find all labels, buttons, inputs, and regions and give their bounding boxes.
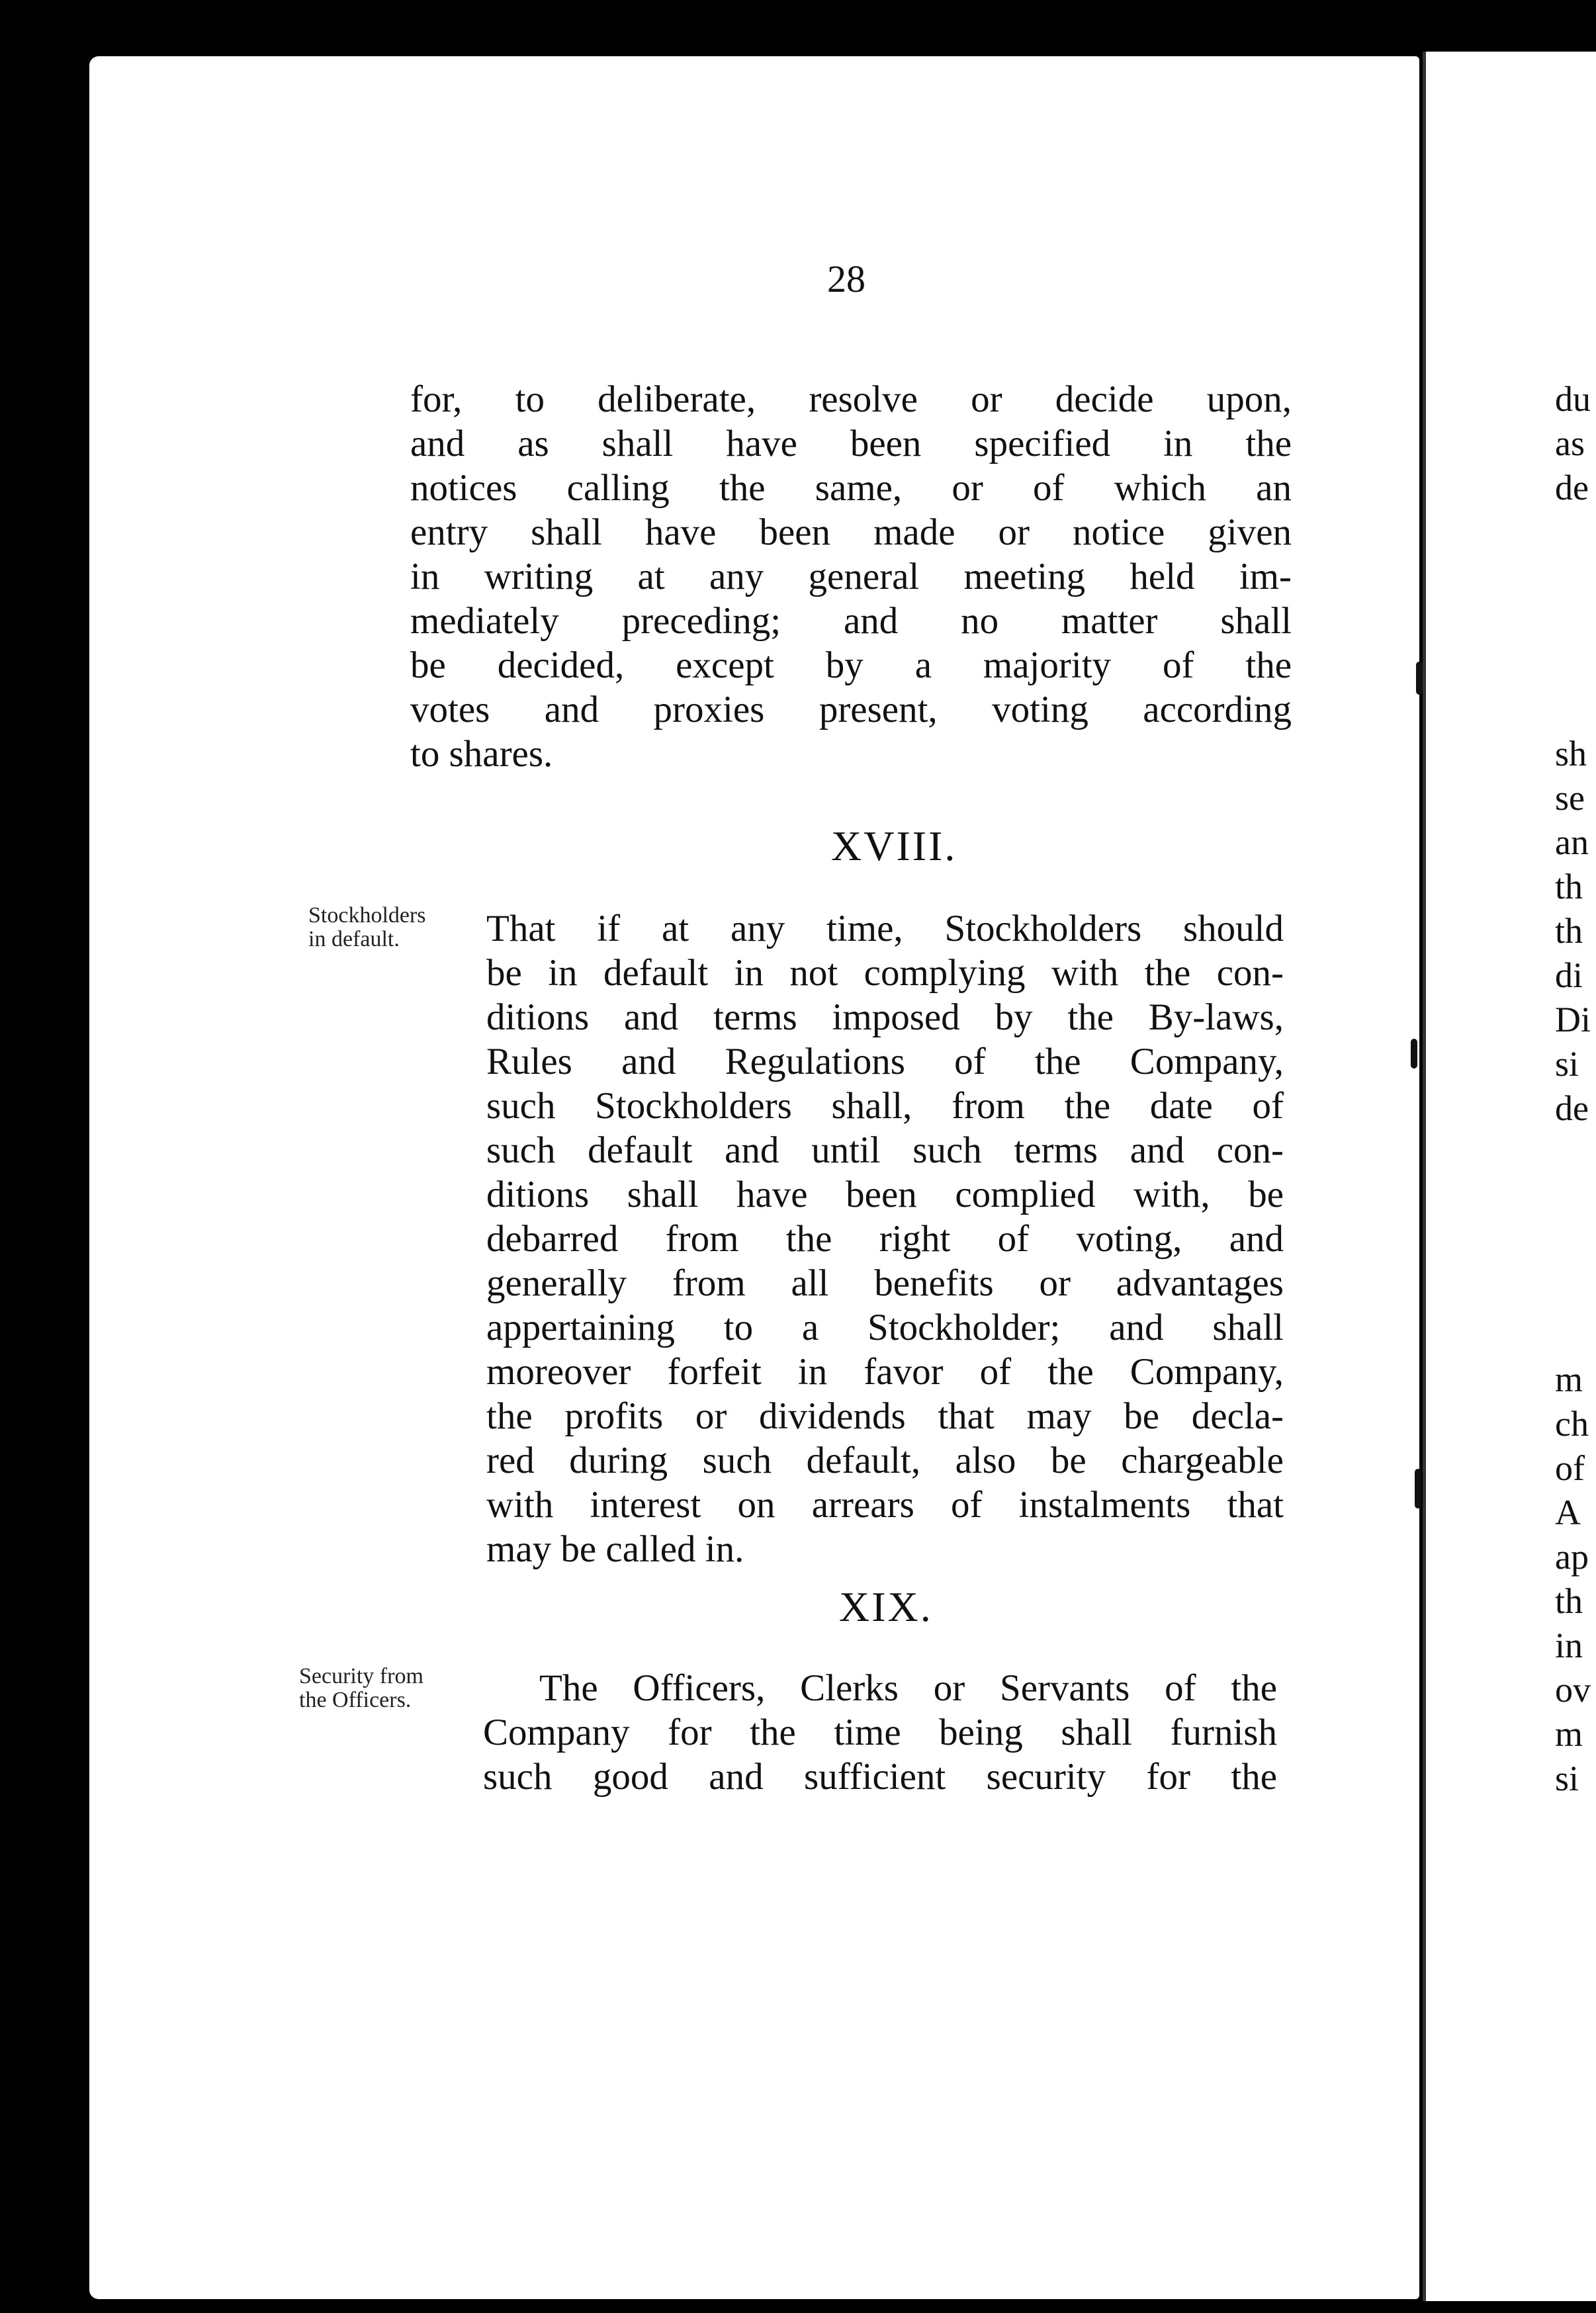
text-line: generally from all benefits or advantages [486, 1262, 1284, 1304]
fragment-line: di [1555, 955, 1583, 995]
fragment-line: de [1555, 468, 1589, 507]
fragment-line: th [1555, 867, 1583, 906]
section-heading-xix: XIX. [839, 1583, 933, 1630]
fragment-line: du [1555, 379, 1591, 419]
text-line: such default and until such terms and con- [486, 1129, 1284, 1171]
fragment-line: ch [1555, 1404, 1589, 1444]
text-line: debarred from the right of voting, and [486, 1218, 1284, 1260]
section-xviii-body [486, 951, 1284, 1571]
facing-page-fragment-3 [1555, 1358, 1591, 1801]
binding-mark [1415, 1469, 1421, 1508]
margin-note-line: in default. [308, 927, 400, 951]
fragment-line: as [1555, 423, 1585, 463]
text-line: for, to deliberate, resolve or decide upon, [410, 378, 1292, 420]
fragment-line: Di [1555, 1000, 1591, 1039]
text-line: mediately preceding; and no matter shall [410, 600, 1292, 642]
text-line: The Officers, Clerks or Servants of the [539, 1667, 1277, 1709]
fragment-line: of [1555, 1448, 1585, 1488]
text-line: notices calling the same, or of which an [410, 467, 1292, 509]
margin-note-line: Stockholders [308, 903, 426, 928]
section-xviii-first-line [486, 906, 1284, 951]
text-line: be in default in not complying with the con- [486, 952, 1284, 994]
text-line: and as shall have been specified in the [410, 423, 1292, 464]
fragment-line: A [1555, 1493, 1581, 1532]
text-line: red during such default, also be chargeable [486, 1440, 1284, 1481]
fragment-line: th [1555, 1581, 1583, 1621]
fragment-line: in [1555, 1626, 1583, 1665]
section-heading-xviii: XVIII. [831, 822, 957, 869]
text-line: the profits or dividends that may be decla- [486, 1395, 1284, 1437]
text-line: moreover forfeit in favor of the Company, [486, 1351, 1284, 1393]
binding-mark [1411, 1039, 1417, 1069]
text-line: with interest on arrears of instalments that [486, 1484, 1284, 1526]
fragment-line: si [1555, 1759, 1579, 1798]
fragment-line: si [1555, 1044, 1579, 1084]
text-line: to shares. [410, 733, 553, 775]
page-number: 28 [827, 257, 865, 300]
text-line: Company for the time being shall furnish [483, 1712, 1277, 1753]
text-line: may be called in. [486, 1528, 744, 1570]
text-line: such Stockholders shall, from the date of [486, 1085, 1284, 1127]
facing-page-fragment-1 [1555, 377, 1591, 510]
text-line: in writing at any general meeting held im- [410, 556, 1292, 597]
fragment-line: se [1555, 778, 1585, 818]
section-xix-body [483, 1666, 1277, 1799]
facing-page-fragment-2 [1555, 732, 1591, 1131]
margin-note-security [299, 1665, 423, 1712]
fragment-line: m [1555, 1714, 1583, 1754]
fragment-line: th [1555, 911, 1583, 951]
paragraph-continuation [410, 377, 1292, 776]
fragment-line: sh [1555, 734, 1587, 773]
text-line: be decided, except by a majority of the [410, 644, 1292, 686]
fragment-line: ap [1555, 1537, 1589, 1577]
fragment-line: m [1555, 1360, 1583, 1399]
text-line: entry shall have been made or notice given [410, 511, 1292, 553]
fragment-line: an [1555, 822, 1589, 862]
margin-note-line: Security from [299, 1664, 423, 1688]
text-line: Rules and Regulations of the Company, [486, 1041, 1284, 1082]
binding-mark [1416, 662, 1423, 695]
text-line: That if at any time, Stockholders should [486, 908, 1284, 949]
text-line: votes and proxies present, voting according [410, 689, 1292, 730]
fragment-line: de [1555, 1088, 1589, 1128]
margin-note-stockholders [308, 904, 426, 951]
text-line: ditions and terms imposed by the By-laws, [486, 996, 1284, 1038]
margin-note-line: the Officers. [299, 1688, 412, 1712]
text-line: appertaining to a Stockholder; and shall [486, 1307, 1284, 1348]
fragment-line: ov [1555, 1670, 1591, 1710]
text-line: ditions shall have been complied with, be [486, 1174, 1284, 1215]
text-line: such good and sufficient security for the [483, 1756, 1277, 1798]
